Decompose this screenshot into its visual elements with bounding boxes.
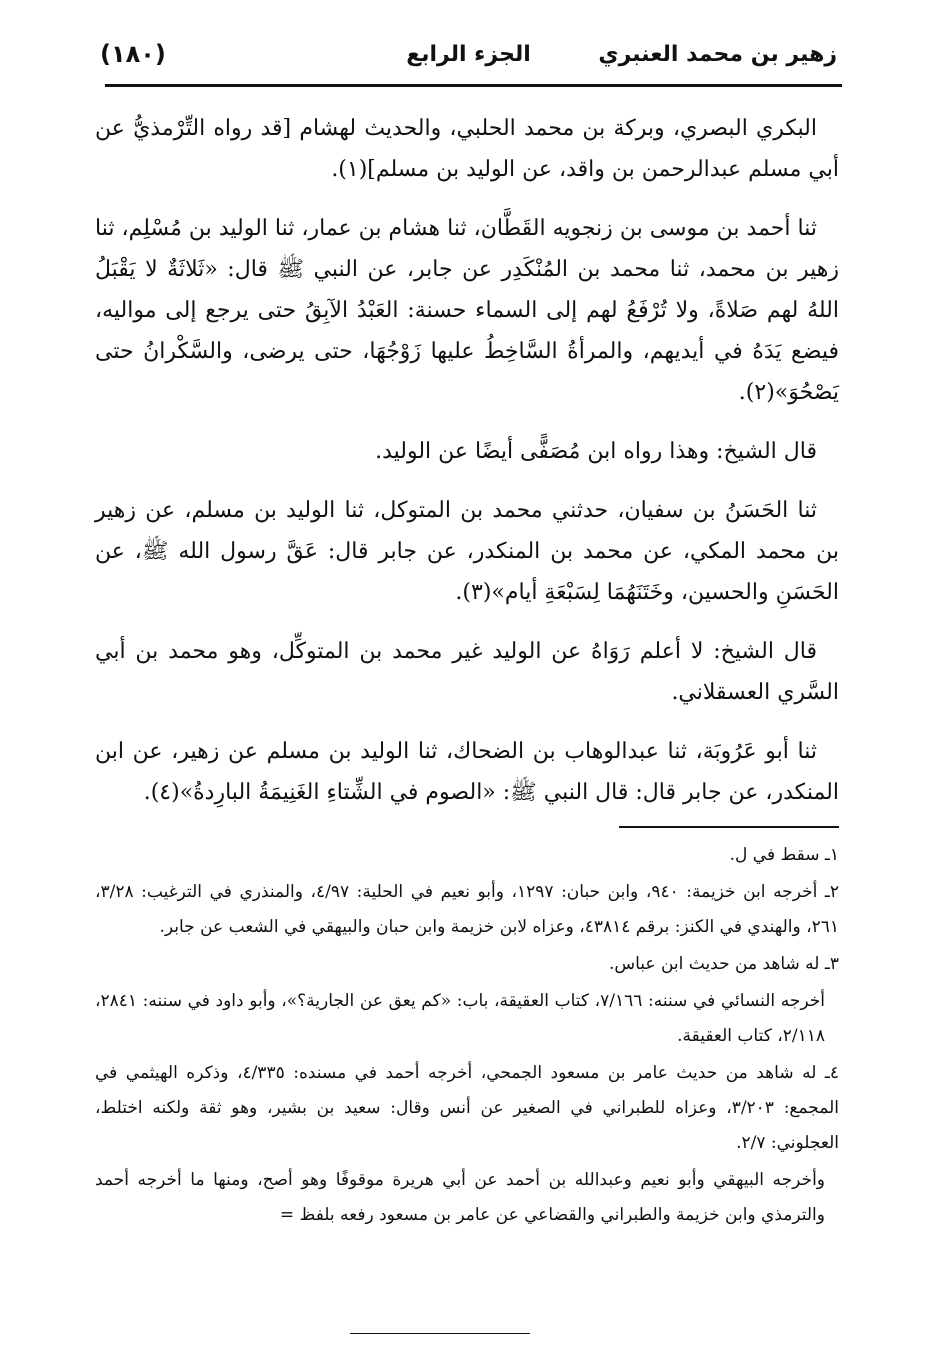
header-rule [105,84,842,87]
main-text [95,108,839,831]
paragraph: قال الشيخ: لا أعلم رَوَاهُ عن الوليد غير محمد بن المتوكِّل، وهو محمد بن أبي السَّري العسقلاني. [95,639,839,705]
paragraph: قال الشيخ: وهذا رواه ابن مُصَفًّى أيضًا عن الوليد. [375,439,817,464]
footnotes [95,838,839,1235]
footnote: ١ـ سقط في ل. [729,845,839,865]
footnote: ٢ـ أخرجه ابن خزيمة: ٩٤٠، وابن حبان: ١٢٩٧، وأبو نعيم في الحلية: ٤/٩٧، والمنذري في الترغيب: ٣/٢٨، ٢٦١، والهندي في الكنز: برقم ٤٣٨١٤، وعزاه لابن خزيمة وابن حبان والبيهقي في الشعب عن جابر. [95,882,839,937]
footnote: ٣ـ له شاهد من حديث ابن عباس. [608,954,839,974]
paragraph: ثنا أحمد بن موسى بن زنجويه القَطَّان، ثنا هشام بن عمار، ثنا الوليد بن مُسْلِم، ثنا زهير بن محمد، ثنا محمد بن المُنْكَدِر عن جابر، عن النبي ﷺ قال: «ثَلاثَةٌ لا يَقْبَلُ اللهُ لهم صَلاةً، ولا تُرْفَعُ لهم إلى السماء حسنة: العَبْدُ الآبِقُ حتى يرجع إلى مواليه، فيضع يَدَهُ في أيديهم، والمرأةُ السَّاخِطُ عليها زَوْجُهَا، حتى يرضى، والسَّكْرانُ حتى يَصْحُوَ»(٢). [95,216,839,405]
header-author: زهير بن محمد العنبري [598,42,837,67]
page-number: (١٨٠) [100,40,166,68]
footnote: أخرجه النسائي في سننه: ٧/١٦٦، كتاب العقيقة، باب: «كم يعق عن الجارية؟»، وأبو داود في سننه: ٢٨٤١، ٢/١١٨، كتاب العقيقة. [95,991,825,1046]
paragraph: البكري البصري، وبركة بن محمد الحلبي، والحديث لهشام [قد رواه التِّرْمذيُّ عن أبي مسلم عبدالرحمن بن واقد، عن الوليد بن مسلم](١). [95,116,839,182]
header-part: الجزء الرابع [406,42,531,67]
bottom-rule [350,1333,530,1334]
footnote: ٤ـ له شاهد من حديث عامر بن مسعود الجمحي، أخرجه أحمد في مسنده: ٤/٣٣٥، وذكره الهيثمي في المجمع: ٣/٢٠٣، وعزاه للطبراني في الصغير عن أنس وقال: سعيد بن بشير، وهو ثقة ولكنه اختلط، العجلوني: ٢/٧. [95,1063,840,1153]
running-header [100,40,837,80]
paragraph: ثنا الحَسَنُ بن سفيان، حدثني محمد بن المتوكل، ثنا الوليد بن مسلم، عن زهير بن محمد المكي، عن محمد بن المنكدر، عن جابر قال: عَقَّ رسول الله ﷺ، عن الحَسَنِ والحسين، وخَتَنَهُمَا لِسَبْعَةِ أيام»(٣). [95,498,839,605]
footnote: وأخرجه البيهقي وأبو نعيم وعبدالله بن أحمد عن أبي هريرة موقوفًا وهو أصح، ومنها ما أخرجه أحمد والترمذي وابن خزيمة والطبراني والقضاعي عن عامر بن مسعود رفعه بلفظ = [95,1170,825,1225]
paragraph: ثنا أبو عَرُوبَة، ثنا عبدالوهاب بن الضحاك، ثنا الوليد بن مسلم عن زهير، عن ابن المنكدر، عن جابر قال: قال النبي ﷺ: «الصوم في الشِّتاءِ الغَنِيمَةُ البارِدةُ»(٤). [95,739,839,805]
footnote-separator [619,826,839,828]
